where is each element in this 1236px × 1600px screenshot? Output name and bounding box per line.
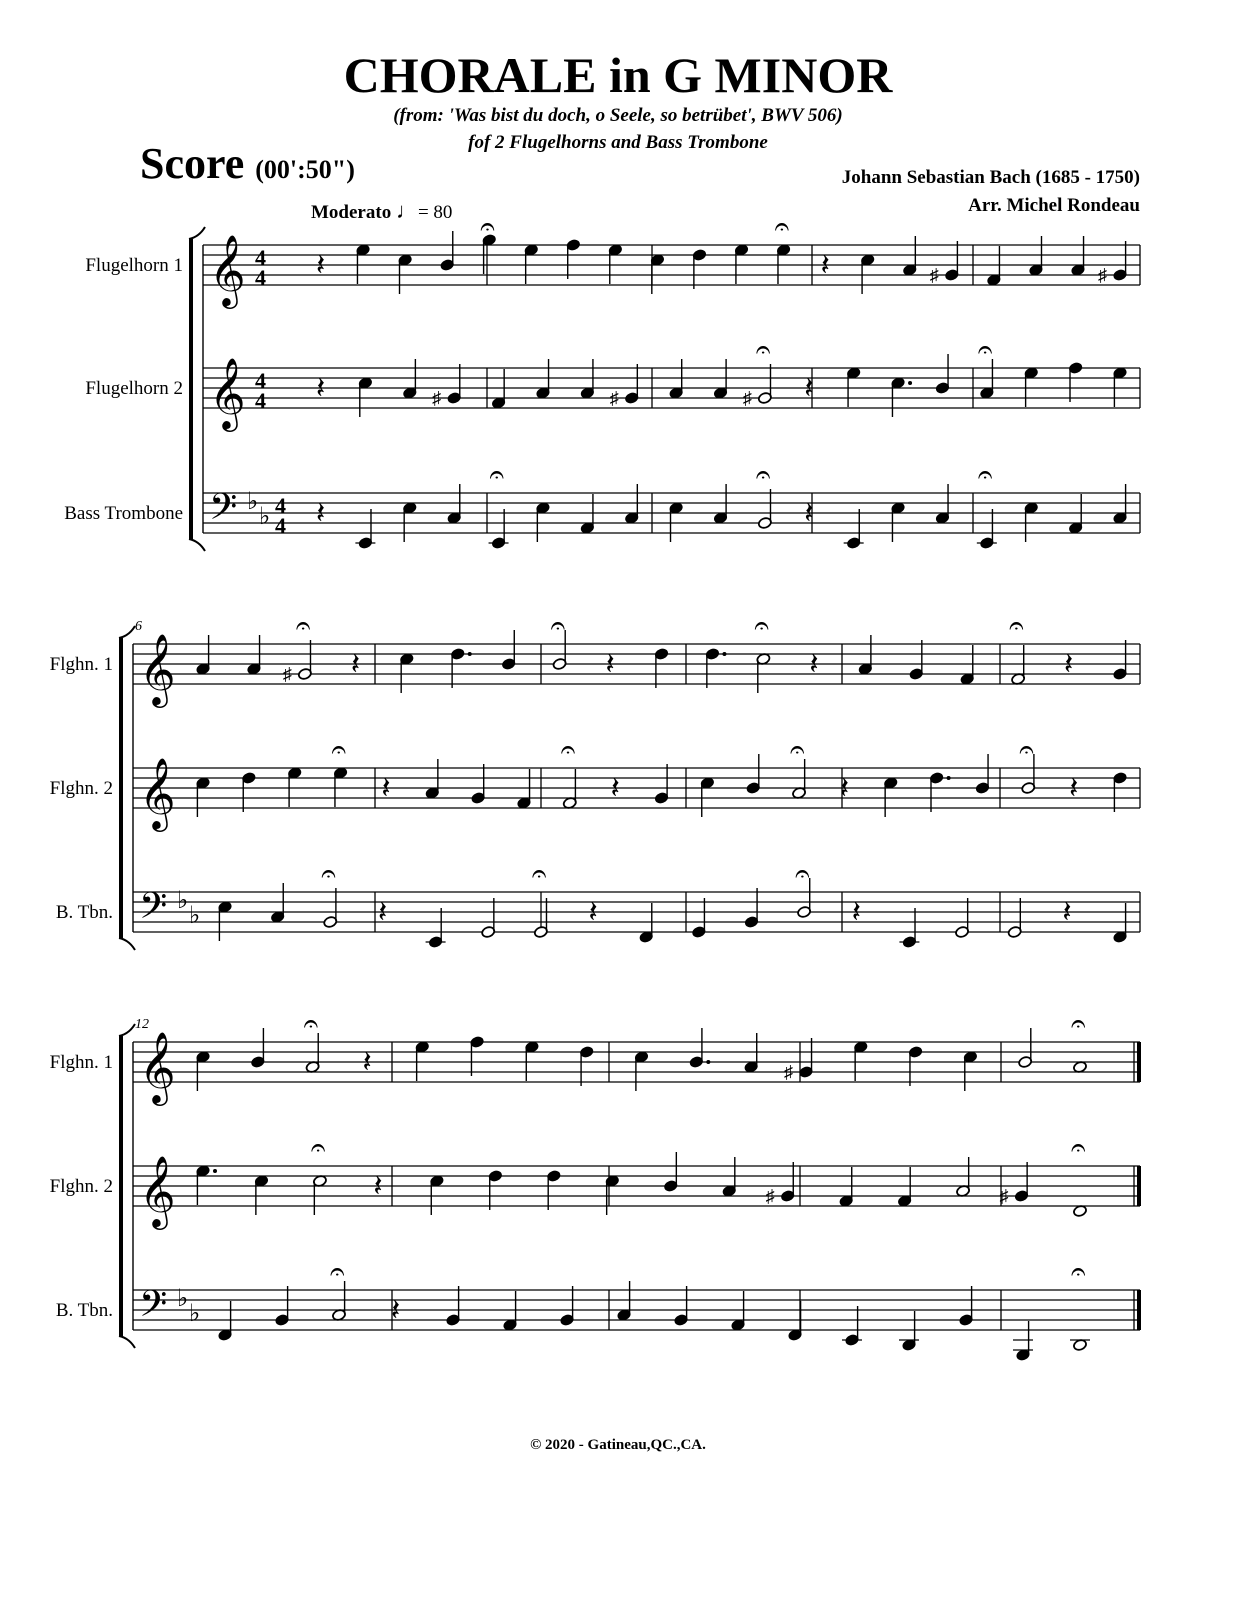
fermata-icon: 𝄐 — [480, 212, 495, 241]
quarter-rest-icon: 𝄽 — [377, 896, 388, 929]
quarter-rest-icon: 𝄽 — [362, 1046, 372, 1079]
quarter-rest-icon: 𝄽 — [1064, 648, 1074, 681]
sharp-icon: ♯ — [609, 388, 619, 408]
key-flat-icon: ♭ — [177, 888, 189, 914]
composer-credit: Johann Sebastian Bach (1685 - 1750) — [841, 167, 1140, 188]
copyright-notice: © 2020 - Gatineau,QC.,CA. — [530, 1437, 706, 1453]
treble-clef-icon: 𝄞 — [139, 760, 176, 828]
bass-clef-icon: 𝄢 — [139, 1284, 168, 1333]
score-duration: (00':50") — [255, 155, 355, 184]
bracket-bottom-hook — [119, 1336, 135, 1348]
fermata-icon: 𝄐 — [1071, 1133, 1086, 1162]
subtitle-instrumentation: fof 2 Flugelhorns and Bass Trombone — [468, 132, 768, 153]
instrument-label: Flugelhorn 1 — [85, 255, 183, 276]
bracket-bottom-hook — [189, 539, 205, 551]
instrument-label: Flghn. 1 — [49, 1052, 113, 1073]
quarter-rest-icon: 𝄽 — [588, 896, 598, 929]
bracket-top-hook — [189, 227, 205, 239]
fermata-icon: 𝄐 — [790, 735, 805, 764]
bracket-top-hook — [119, 1024, 135, 1036]
treble-clef-icon: 𝄞 — [139, 1034, 176, 1102]
augmentation-dot — [722, 652, 726, 656]
instrument-label: Flghn. 2 — [49, 1176, 113, 1197]
sharp-icon: ♯ — [929, 265, 939, 285]
sharp-icon: ♯ — [742, 388, 752, 408]
system — [64, 212, 1140, 551]
fermata-icon: 𝄐 — [1009, 611, 1024, 640]
fermata-icon: 𝄐 — [977, 335, 993, 364]
fermata-icon: 𝄐 — [755, 460, 771, 489]
quarter-rest-icon: 𝄽 — [1069, 772, 1079, 805]
key-flat-icon: ♭ — [177, 1286, 189, 1312]
augmentation-dot — [213, 1169, 217, 1173]
sharp-icon: ♯ — [282, 664, 292, 684]
fermata-icon: 𝄐 — [321, 859, 336, 888]
fermata-icon: 𝄐 — [303, 1009, 319, 1038]
key-flat-icon: ♭ — [247, 489, 259, 515]
sharp-icon: ♯ — [783, 1062, 793, 1082]
instrument-label: B. Tbn. — [55, 1300, 113, 1321]
fermata-icon: 𝄐 — [1071, 1257, 1086, 1286]
quarter-rest-icon: 𝄽 — [350, 648, 361, 681]
treble-clef-icon: 𝄞 — [209, 237, 246, 305]
fermata-icon: 𝄐 — [331, 735, 347, 764]
fermata-icon: 𝄐 — [754, 611, 769, 640]
time-signature-top: 4 — [275, 493, 286, 518]
time-signature-top: 4 — [255, 368, 266, 393]
fermata-icon: 𝄐 — [310, 1133, 326, 1162]
fermata-icon: 𝄐 — [795, 859, 810, 888]
key-flat-icon: ♭ — [259, 504, 271, 530]
fermata-icon: 𝄐 — [295, 611, 311, 640]
score-label: Score — [140, 139, 245, 188]
quarter-rest-icon: 𝄽 — [373, 1170, 383, 1203]
quarter-rest-icon: 𝄽 — [804, 497, 814, 530]
quarter-rest-icon: 𝄽 — [1062, 896, 1072, 929]
bracket-bottom-hook — [119, 938, 135, 950]
quarter-rest-icon: 𝄽 — [610, 772, 620, 805]
system — [50, 1009, 1140, 1361]
fermata-icon: 𝄐 — [977, 460, 993, 489]
system — [50, 611, 1140, 950]
time-signature-bottom: 4 — [275, 513, 286, 538]
instrument-label: Bass Trombone — [64, 503, 183, 524]
fermata-icon: 𝄐 — [550, 611, 566, 640]
quarter-rest-icon: 𝄽 — [851, 896, 861, 929]
quarter-rest-icon: 𝄽 — [820, 249, 830, 282]
sharp-icon: ♯ — [1098, 265, 1107, 285]
sharp-icon: ♯ — [765, 1186, 775, 1206]
treble-clef-icon: 𝄞 — [139, 1158, 176, 1226]
time-signature-top: 4 — [255, 245, 266, 270]
measure-number: 6 — [135, 619, 142, 634]
instrument-label: B. Tbn. — [55, 902, 113, 923]
fermata-icon: 𝄐 — [1019, 735, 1034, 764]
quarter-rest-icon: 𝄽 — [839, 772, 850, 805]
sharp-icon: ♯ — [432, 388, 442, 408]
key-flat-icon: ♭ — [189, 1301, 201, 1327]
treble-clef-icon: 𝄞 — [209, 360, 246, 428]
measure-number: 12 — [135, 1017, 149, 1032]
fermata-icon: 𝄐 — [774, 212, 790, 241]
arranger-credit: Arr. Michel Rondeau — [968, 195, 1140, 216]
subtitle-source: (from: 'Was bist du doch, o Seele, so betrübet', BWV 506) — [393, 105, 843, 126]
quarter-rest-icon: 𝄽 — [804, 372, 814, 405]
quarter-rest-icon: 𝄽 — [809, 648, 819, 681]
quarter-rest-icon: 𝄽 — [316, 372, 326, 405]
quarter-rest-icon: 𝄽 — [381, 772, 391, 805]
treble-clef-icon: 𝄞 — [139, 636, 176, 704]
augmentation-dot — [706, 1060, 710, 1064]
time-signature-bottom: 4 — [255, 265, 266, 290]
quarter-rest-icon: 𝄽 — [316, 249, 326, 282]
quarter-rest-icon: 𝄽 — [391, 1294, 401, 1327]
page-title: CHORALE in G MINOR — [343, 47, 893, 103]
tempo-bpm: = 80 — [417, 202, 453, 223]
fermata-icon: 𝄐 — [531, 859, 547, 888]
bracket-top-hook — [119, 626, 135, 638]
augmentation-dot — [908, 381, 912, 385]
quarter-note-icon: ♩ — [395, 198, 418, 223]
augmentation-dot — [947, 776, 951, 780]
fermata-icon: 𝄐 — [755, 335, 771, 364]
bass-clef-icon: 𝄢 — [209, 487, 238, 536]
fermata-icon: 𝄐 — [560, 735, 576, 764]
fermata-icon: 𝄐 — [1071, 1009, 1086, 1038]
bass-clef-icon: 𝄢 — [139, 886, 168, 935]
tempo-label: Moderato — [311, 202, 392, 223]
quarter-rest-icon: 𝄽 — [605, 648, 615, 681]
quarter-rest-icon: 𝄽 — [316, 497, 326, 530]
fermata-icon: 𝄐 — [489, 460, 505, 489]
key-flat-icon: ♭ — [189, 903, 201, 929]
time-signature-bottom: 4 — [255, 388, 266, 413]
instrument-label: Flugelhorn 2 — [85, 378, 183, 399]
augmentation-dot — [468, 652, 472, 656]
sharp-icon: ♯ — [999, 1186, 1009, 1206]
instrument-label: Flghn. 2 — [49, 778, 113, 799]
instrument-label: Flghn. 1 — [49, 654, 113, 675]
fermata-icon: 𝄐 — [330, 1257, 345, 1286]
